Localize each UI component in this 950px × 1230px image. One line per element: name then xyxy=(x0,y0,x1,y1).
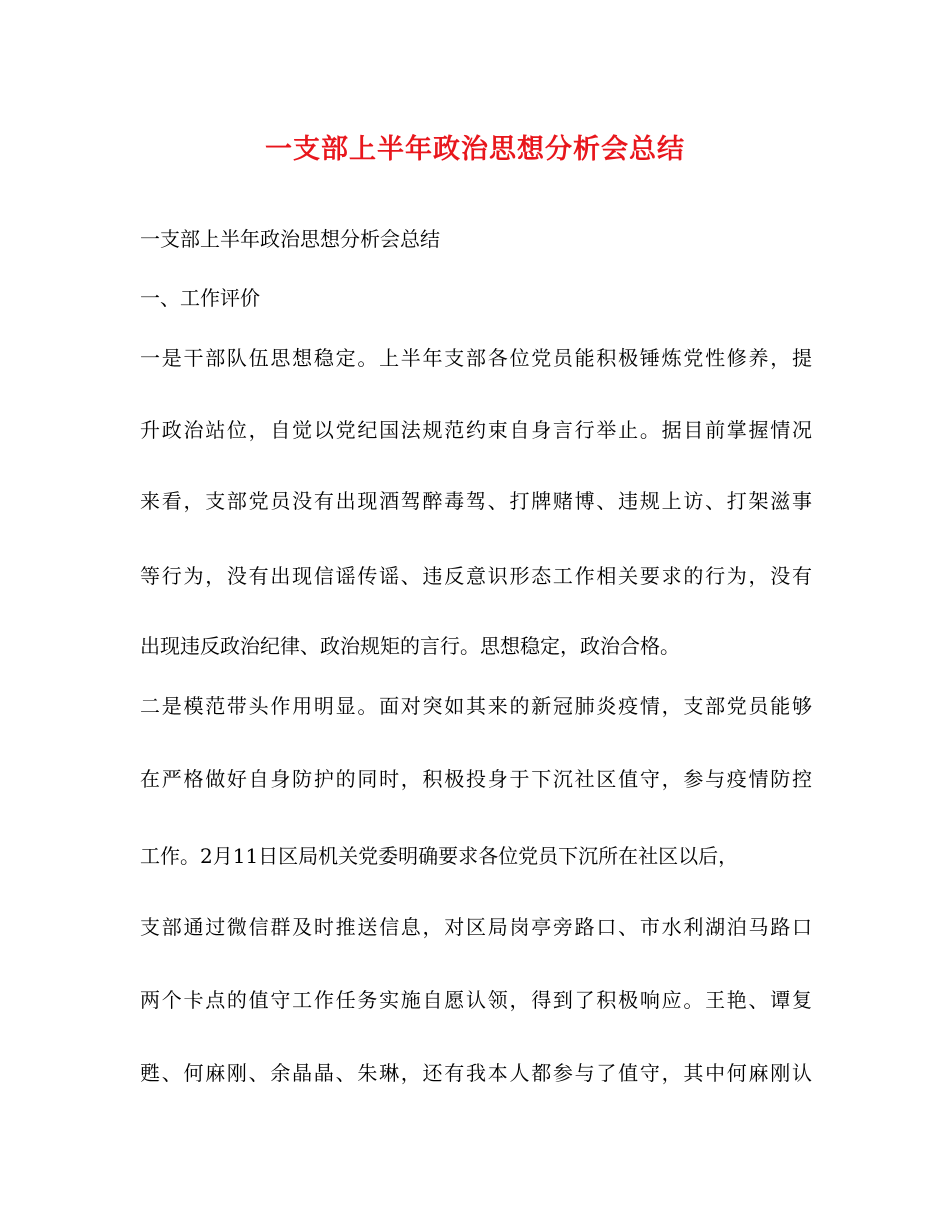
paragraph1-line: 升政治站位，自觉以党纪国法规范约束自身言行举止。据目前掌握情况 xyxy=(140,418,812,442)
paragraph2-line: 支部通过微信群及时推送信息，对区局岗亭旁路口、市水利湖泊马路口 xyxy=(140,915,812,939)
document-subtitle: 一支部上半年政治思想分析会总结 xyxy=(140,227,440,251)
document-title: 一支部上半年政治思想分析会总结 xyxy=(265,134,685,165)
section-heading: 一、工作评价 xyxy=(140,286,260,310)
paragraph2-line: 两个卡点的值守工作任务实施自愿认领，得到了积极响应。王艳、谭复 xyxy=(140,988,812,1012)
paragraph2-line: 工作。2月11日区局机关党委明确要求各位党员下沉所在社区以后， xyxy=(140,844,739,868)
paragraph2-line: 甦、何麻刚、余晶晶、朱琳，还有我本人都参与了值守，其中何麻刚认 xyxy=(140,1061,812,1085)
paragraph2-line: 在严格做好自身防护的同时，积极投身于下沉社区值守，参与疫情防控 xyxy=(140,767,812,791)
paragraph1-line: 一是干部队伍思想稳定。上半年支部各位党员能积极锤炼党性修养，提 xyxy=(140,346,812,370)
paragraph1-line: 出现违反政治纪律、政治规矩的言行。思想稳定，政治合格。 xyxy=(140,634,680,658)
paragraph2-line: 二是模范带头作用明显。面对突如其来的新冠肺炎疫情，支部党员能够 xyxy=(140,694,812,718)
paragraph1-line: 等行为，没有出现信谣传谣、违反意识形态工作相关要求的行为，没有 xyxy=(140,564,812,588)
paragraph1-line: 来看，支部党员没有出现酒驾醉毒驾、打牌赌博、违规上访、打架滋事 xyxy=(140,489,812,513)
